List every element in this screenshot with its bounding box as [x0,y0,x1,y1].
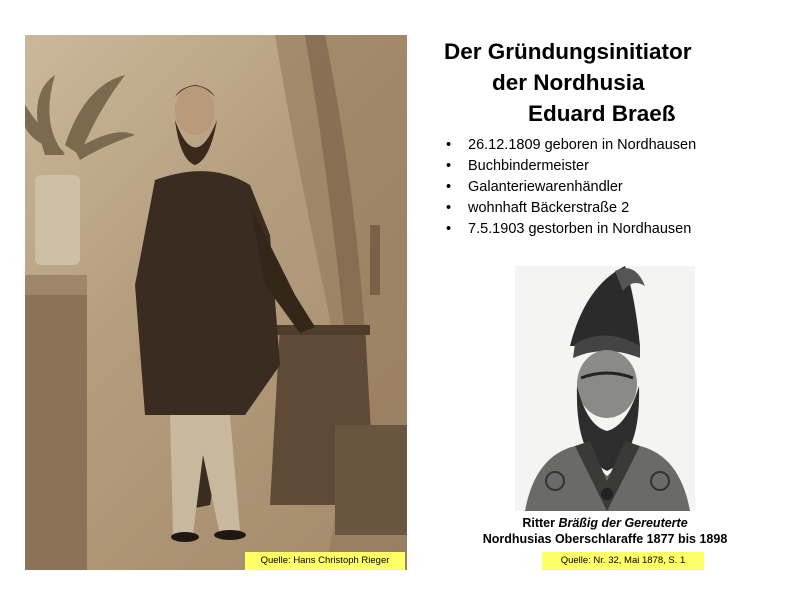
caption-title-prefix: Ritter [522,516,555,530]
portrait-photograph [25,35,407,570]
fact-item: • wohnhaft Bäckerstraße 2 [446,198,696,219]
left-photo-source: Quelle: Hans Christoph Rieger [245,552,405,570]
biography-facts-list [446,135,696,240]
photograph-illustration [25,35,407,570]
portrait-caption-line-1 [460,515,750,531]
engraving-portrait [515,266,695,511]
title-line-1: Der Gründungsinitiator [444,39,692,64]
title-line-2: der Nordhusia [492,70,645,95]
caption-knight-name: Bräßig der Gereuterte [558,516,688,530]
title-line-3: Eduard Braeß [528,101,676,126]
fact-item: • Buchbindermeister [446,156,696,177]
portrait-caption-line-2: Nordhusias Oberschlaraffe 1877 bis 1898 [482,532,728,546]
portrait-caption [460,515,750,547]
engraving-illustration [515,266,695,511]
fact-item: • 26.12.1809 geboren in Nordhausen [446,135,696,156]
page-title [420,36,740,129]
fact-item: • 7.5.1903 gestorben in Nordhausen [446,219,696,240]
right-portrait-source: Quelle: Nr. 32, Mai 1878, S. 1 [542,552,704,570]
fact-item: • Galanteriewarenhändler [446,177,696,198]
